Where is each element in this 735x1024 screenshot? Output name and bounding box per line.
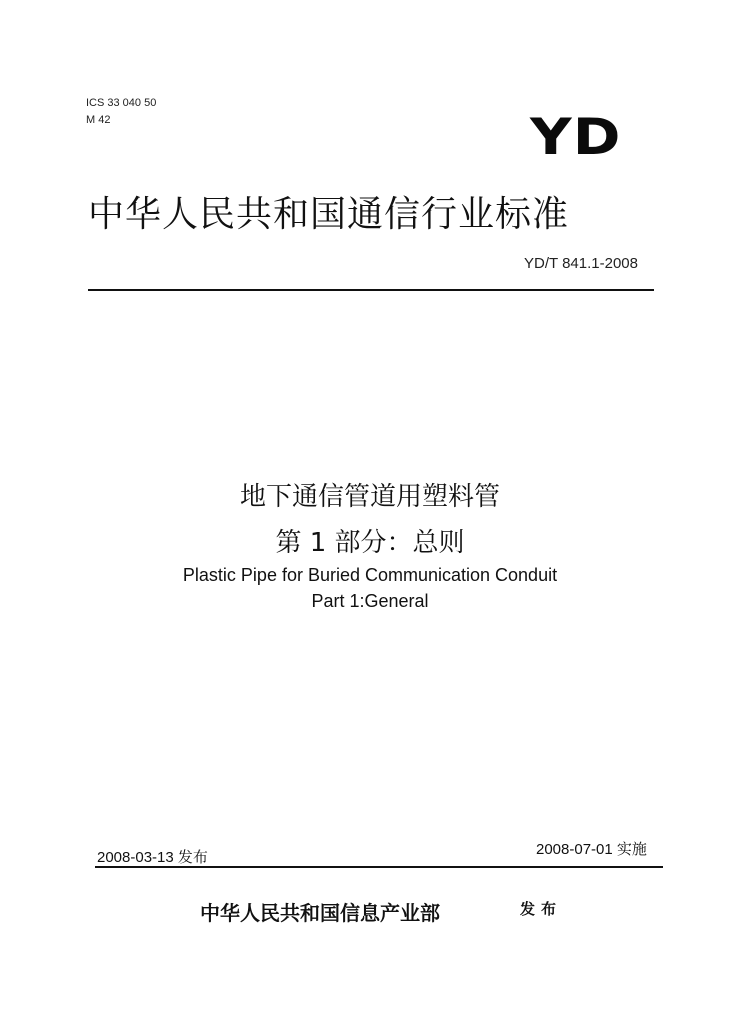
effective-date: 2008-07-01 实施 bbox=[536, 841, 647, 858]
publisher-name: 中华人民共和国信息产业部 bbox=[200, 901, 440, 925]
issue-date: 2008-03-13 发布 bbox=[97, 849, 208, 866]
document-title-en-line2: Part 1:General bbox=[311, 591, 429, 611]
document-title-en-line1: Plastic Pipe for Buried Communication Conduit bbox=[182, 565, 558, 585]
classification-code: M 42 bbox=[86, 114, 111, 126]
header-divider bbox=[88, 289, 654, 291]
footer-divider bbox=[95, 866, 663, 868]
publish-label: 发布 bbox=[520, 900, 563, 918]
document-title-cn-line1: 地下通信管道用塑料管 bbox=[239, 482, 500, 512]
standard-number: YD/T 841.1-2008 bbox=[524, 255, 638, 272]
ics-code: ICS 33 040 50 bbox=[86, 97, 157, 109]
yd-logo: YD bbox=[530, 108, 622, 166]
organization-title: 中华人民共和国通信行业标准 bbox=[88, 194, 570, 235]
document-title-cn-line2: 第 1 部分：总则 bbox=[275, 528, 465, 558]
